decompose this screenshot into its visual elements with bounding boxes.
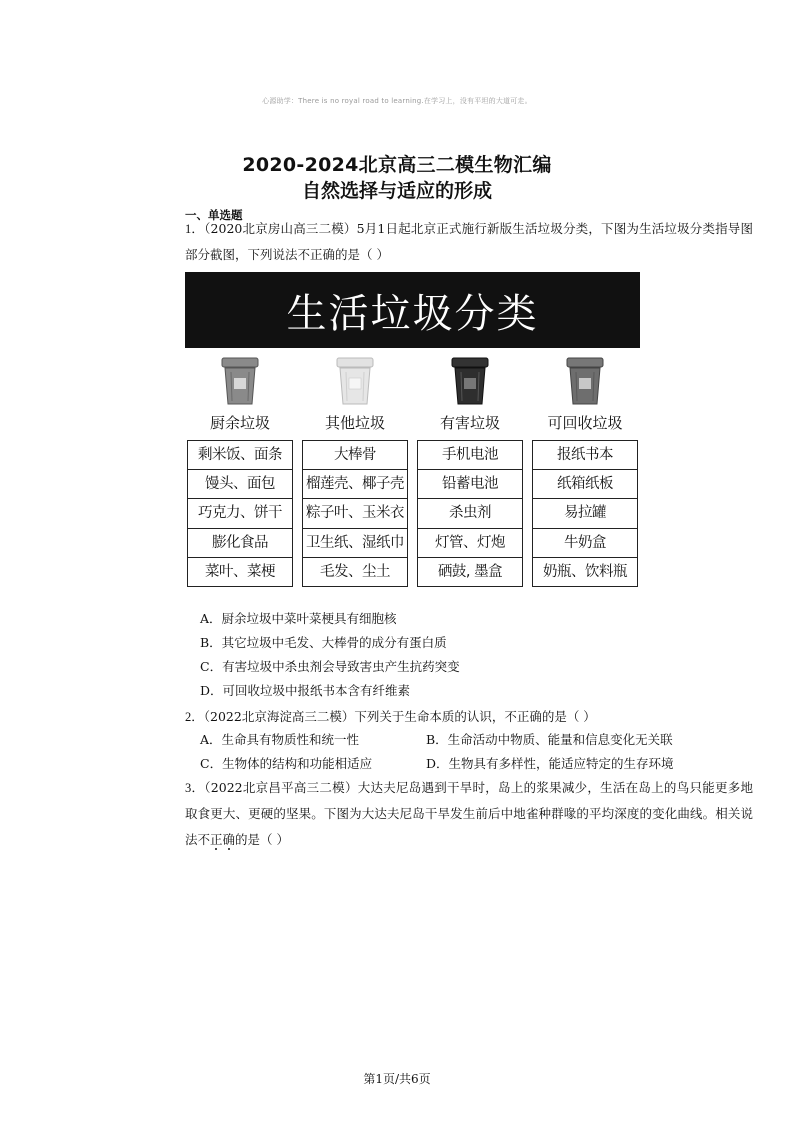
list-item: 膨化食品	[188, 529, 292, 558]
list-item: 毛发、尘土	[320, 563, 390, 580]
list-item: 巧克力、饼干	[188, 499, 292, 528]
list-item: 硒鼓, 墨盒	[437, 563, 503, 580]
question-stem: 下列关于生命本质的认识，不正确的是（ ）	[354, 709, 596, 724]
category-label: 其他垃圾	[324, 414, 385, 432]
item-list	[302, 440, 408, 587]
category-other-waste	[302, 356, 408, 594]
list-item: 杀虫剂	[418, 499, 522, 528]
kitchen-bin-icon	[219, 356, 261, 406]
question-number: 3．	[185, 781, 205, 795]
list-item: 大棒骨	[303, 441, 407, 470]
question-source: （2022北京海淀高三二模）	[203, 709, 355, 724]
section-heading: 一、单选题	[185, 208, 243, 222]
option-a: A．生命具有物质性和统一性	[200, 732, 360, 747]
list-item: 灯管、灯炮	[418, 529, 522, 558]
list-item: 报纸书本	[533, 441, 637, 470]
hazardous-bin-icon	[449, 356, 491, 406]
question-number: 1．	[185, 222, 205, 236]
category-label: 可回收垃圾	[547, 414, 623, 432]
question-source: （2022北京昌平高三二模）	[204, 780, 358, 795]
list-item: 易拉罐	[533, 499, 637, 528]
list-item: 馒头、面包	[188, 470, 292, 499]
recyclable-bin-icon	[564, 356, 606, 406]
list-item: 铅蓄电池	[418, 470, 522, 499]
list-item: 榴莲壳、椰子壳	[303, 470, 407, 499]
option-c: C．有害垃圾中杀虫剂会导致害虫产生抗药突变	[200, 659, 460, 674]
list-item: 卫生纸、湿纸巾	[303, 529, 407, 558]
question-stem: 大达夫尼岛遇到干旱时，岛上的浆果减少，生活在岛上的鸟只能更多地取食更大、更硬的坚果。下图为大达夫尼岛干旱发生前后中地雀种群喙的平均深度的变化曲线。相关说法不	[185, 780, 753, 847]
option-a: A．厨余垃圾中菜叶菜梗具有细胞核	[200, 611, 397, 626]
question-1	[185, 216, 753, 268]
waste-sorting-figure	[185, 272, 640, 594]
figure-banner: 生活垃圾分类	[185, 272, 640, 348]
question-stem-end: 的是（ ）	[235, 832, 290, 847]
document-subtitle: 自然选择与适应的形成	[301, 180, 492, 202]
list-item: 手机电池	[418, 441, 522, 470]
list-item: 牛奶盒	[533, 529, 637, 558]
list-item: 剩米饭、面条	[188, 441, 292, 470]
question-source: （2020北京房山高三二模）	[204, 221, 357, 236]
watermark-text: 心源助学：There is no royal road to learning.在学习上，没有平坦的大道可走。	[262, 97, 532, 105]
emphasis-char: 确	[222, 832, 236, 847]
list-item: 菜叶、菜梗	[205, 563, 275, 580]
option-c: C．生物体的结构和功能相适应	[200, 756, 373, 771]
other-bin-icon	[334, 356, 376, 406]
list-item: 纸箱纸板	[533, 470, 637, 499]
category-recyclable-waste	[532, 356, 638, 594]
option-b: B．生命活动中物质、能量和信息变化无关联	[426, 732, 673, 747]
question-stem: 5月1日起北京正式施行新版生活垃圾分类，下图为生活垃圾分类指导图部分截图，下列说法不正确的是（ ）	[185, 221, 753, 262]
option-b: B．其它垃圾中毛发、大棒骨的成分有蛋白质	[200, 635, 447, 650]
category-hazardous-waste	[417, 356, 523, 594]
list-item: 奶瓶、饮料瓶	[543, 563, 627, 580]
list-item: 粽子叶、玉米衣	[303, 499, 407, 528]
category-kitchen-waste	[187, 356, 293, 594]
question-2	[185, 704, 753, 730]
question-3	[185, 775, 753, 853]
document-title: 2020-2024北京高三二模生物汇编	[242, 154, 552, 176]
page-number: 第1页/共6页	[363, 1072, 431, 1086]
item-list	[187, 440, 293, 587]
item-list	[417, 440, 523, 587]
question-number: 2．	[185, 710, 204, 724]
category-label: 厨余垃圾	[209, 414, 270, 432]
category-label: 有害垃圾	[439, 414, 500, 432]
item-list	[532, 440, 638, 587]
option-d: D．可回收垃圾中报纸书本含有纤维素	[200, 683, 411, 698]
option-d: D．生物具有多样性，能适应特定的生存环境	[426, 756, 674, 771]
emphasis-char: 正	[210, 832, 223, 847]
